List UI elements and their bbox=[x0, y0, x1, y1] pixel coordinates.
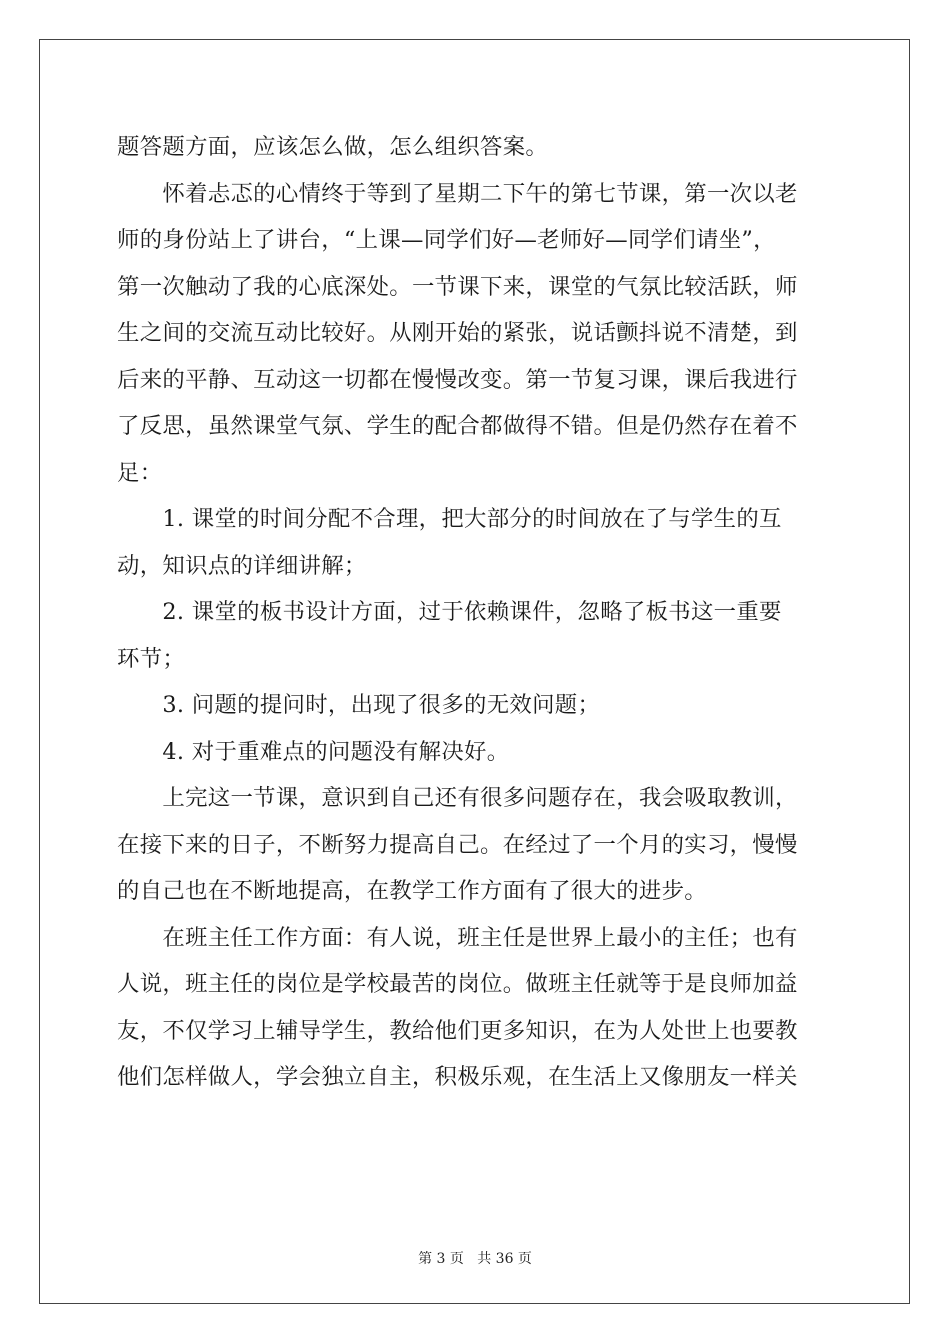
list-item: 1. 课堂的时间分配不合理，把大部分的时间放在了与学生的互 bbox=[117, 506, 782, 532]
text-line: 在接下来的日子，不断努力提高自己。在经过了一个月的实习，慢慢 bbox=[117, 831, 798, 858]
text-line: 了反思，虽然课堂气氛、学生的配合都做得不错。但是仍然存在着不 bbox=[117, 413, 798, 439]
text-line: 的自己也在不断地提高，在教学工作方面有了很大的进步。 bbox=[117, 878, 707, 904]
text-line: 师的身份站上了讲台，“上课—同学们好—老师好—同学们请坐”， bbox=[117, 227, 776, 253]
page-number-footer bbox=[0, 1248, 950, 1268]
document-body bbox=[117, 124, 833, 1101]
text-line: 足： bbox=[117, 459, 163, 486]
list-item: 2. 课堂的板书设计方面，过于依赖课件，忽略了板书这一重要 bbox=[117, 599, 782, 625]
text-line: 题答题方面，应该怎么做，怎么组织答案。 bbox=[117, 134, 549, 160]
text-line: 后来的平静、互动这一切都在慢慢改变。第一节复习课，课后我进行 bbox=[117, 366, 798, 393]
list-item-continuation: 环节； bbox=[117, 645, 186, 672]
list-item: 3. 问题的提问时，出现了很多的无效问题； bbox=[117, 692, 601, 718]
text-line: 他们怎样做人，学会独立自主，积极乐观，在生活上又像朋友一样关 bbox=[117, 1064, 798, 1090]
page-number-text: 第 3 页 共 36 页 bbox=[418, 1251, 532, 1267]
text-line: 怀着忐忑的心情终于等到了星期二下午的第七节课，第一次以老 bbox=[117, 180, 798, 207]
text-line: 生之间的交流互动比较好。从刚开始的紧张，说话颤抖说不清楚，到 bbox=[117, 320, 798, 346]
text-line: 人说，班主任的岗位是学校最苦的岗位。做班主任就等于是良师加益 bbox=[117, 971, 798, 997]
list-item: 4. 对于重难点的问题没有解决好。 bbox=[117, 738, 510, 765]
list-item-continuation: 动，知识点的详细讲解； bbox=[117, 552, 367, 579]
text-line: 友，不仅学习上辅导学生，教给他们更多知识，在为人处世上也要教 bbox=[117, 1017, 798, 1044]
text-line: 上完这一节课，意识到自己还有很多问题存在，我会吸取教训， bbox=[117, 785, 798, 811]
text-line: 在班主任工作方面：有人说，班主任是世界上最小的主任；也有 bbox=[117, 924, 798, 951]
text-line: 第一次触动了我的心底深处。一节课下来，课堂的气氛比较活跃，师 bbox=[117, 273, 798, 300]
